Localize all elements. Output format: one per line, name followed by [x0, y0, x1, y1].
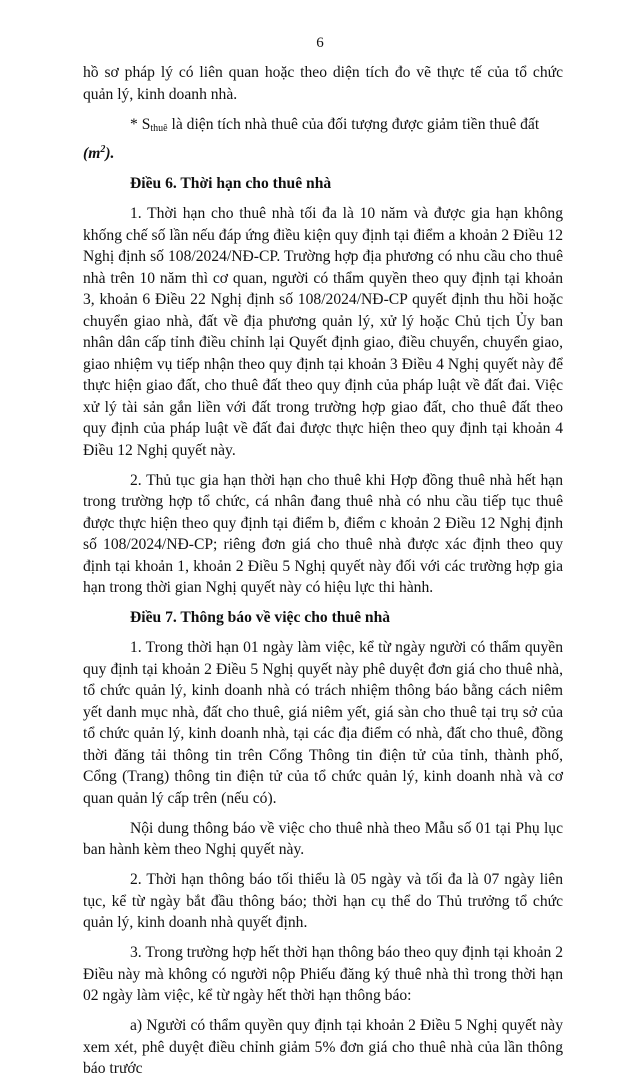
page-number: 6 — [316, 35, 324, 51]
note-unit-open: (m — [83, 145, 101, 162]
article-7-clause-3: 3. Trong trường hợp hết thời hạn thông báo theo quy định tại khoản 2 Điều này mà không có người nộp Phiếu đăng ký thuê nhà thì trong thời hạn 02 ngày làm việc, kể từ ngày hết thời hạn thông báo: — [83, 944, 563, 1004]
article-6-heading: Điều 6. Thời hạn cho thuê nhà — [130, 175, 332, 192]
article-7-clause-1: 1. Trong thời hạn 01 ngày làm việc, kể từ ngày người có thẩm quyền quy định tại khoản 2 Điều 5 Nghị quyết này phê duyệt đơn giá cho thuê nhà, tổ chức quản lý, kinh doanh nhà có trách nhiệm thông báo bằng cách niêm yết danh mục nhà, đất cho thuê, giá niêm yết, giá sàn cho thuê tại trụ sở của tổ chức quản lý, kinh doanh nhà, tại các địa điểm có nhà, đất cho thuê, đồng thời đăng tải thông tin trên Cổng Thông tin điện tử của tỉnh, thành phố, Cổng (Trang) thông tin điện tử của tổ chức quản lý, kinh doanh nhà và cơ quan quản lý cấp trên (nếu có). — [83, 639, 563, 807]
note-text: là diện tích nhà thuê của đối tượng được giảm tiền thuê đất — [167, 115, 540, 133]
article-7-heading: Điều 7. Thông báo về việc cho thuê nhà — [130, 609, 391, 626]
article-7-clause-3a: a) Người có thẩm quyền quy định tại khoản 2 Điều 5 Nghị quyết này xem xét, phê duyệt điều chỉnh giảm 5% đơn giá cho thuê nhà của lần thông báo trước — [83, 1017, 563, 1077]
area-note — [83, 114, 563, 165]
note-prefix: * S — [130, 115, 151, 133]
note-unit — [83, 145, 114, 162]
note-unit-close: ). — [105, 145, 115, 162]
document-body — [83, 62, 563, 1088]
note-subscript: thuê — [150, 122, 168, 134]
article-7-clause-2: 2. Thời hạn thông báo tối thiểu là 05 ngày và tối đa là 07 ngày liên tục, kể từ ngày bắt đầu thông báo; thời hạn cụ thể do Thủ trưởng tổ chức quản lý, kinh doanh nhà quyết định. — [83, 871, 563, 931]
article-6-clause-2: 2. Thủ tục gia hạn thời hạn cho thuê khi Hợp đồng thuê nhà hết hạn trong trường hợp tổ chức, cá nhân đang thuê nhà có nhu cầu tiếp tục thuê được thực hiện theo quy định tại điểm b, điểm c khoản 2 Điều 12 Nghị định số 108/2024/NĐ-CP; riêng đơn giá cho thuê nhà được xác định theo quy định tại khoản 1, khoản 2 Điều 5 Nghị quyết này đối với các trường hợp gia hạn trong thời gian Nghị quyết này có hiệu lực thi hành. — [83, 471, 563, 596]
article-6-clause-1: 1. Thời hạn cho thuê nhà tối đa là 10 năm và được gia hạn không khống chế số lần nếu đáp ứng điều kiện quy định tại điểm a khoản 2 Điều 12 Nghị định số 108/2024/NĐ-CP. Trường hợp địa phương có nhu cầu cho thuê nhà trên 10 năm thì cơ quan, người có thẩm quyền theo quy định tại khoản 3, khoản 6 Điều 22 Nghị định số 108/2024/NĐ-CP quyết định thu hồi hoặc chuyển giao nhà, đất về địa phương quản lý, xử lý hoặc Chủ tịch Ủy ban nhân dân cấp tỉnh điều chỉnh lại Quyết định giao, điều chuyển, chuyển giao, giao nhiệm vụ tiếp nhận theo quy định tại khoản 3 Điều 4 Nghị quyết này để thực hiện giao đất, cho thuê đất theo quy định của pháp luật về đất đai. Việc xử lý tài sản gắn liền với đất trong trường hợp giao đất, cho thuê đất theo quy định của pháp luật về đất đai được thực hiện theo quy định tại khoản 4 Điều 12 Nghị quyết này. — [83, 205, 563, 459]
article-7-clause-1-note: Nội dung thông báo về việc cho thuê nhà theo Mẫu số 01 tại Phụ lục ban hành kèm theo Nghị quyết này. — [83, 819, 563, 858]
intro-continuation: hồ sơ pháp lý có liên quan hoặc theo diện tích đo vẽ thực tế của tổ chức quản lý, kinh doanh nhà. — [83, 64, 563, 103]
note-unit-sup: 2 — [100, 144, 106, 155]
